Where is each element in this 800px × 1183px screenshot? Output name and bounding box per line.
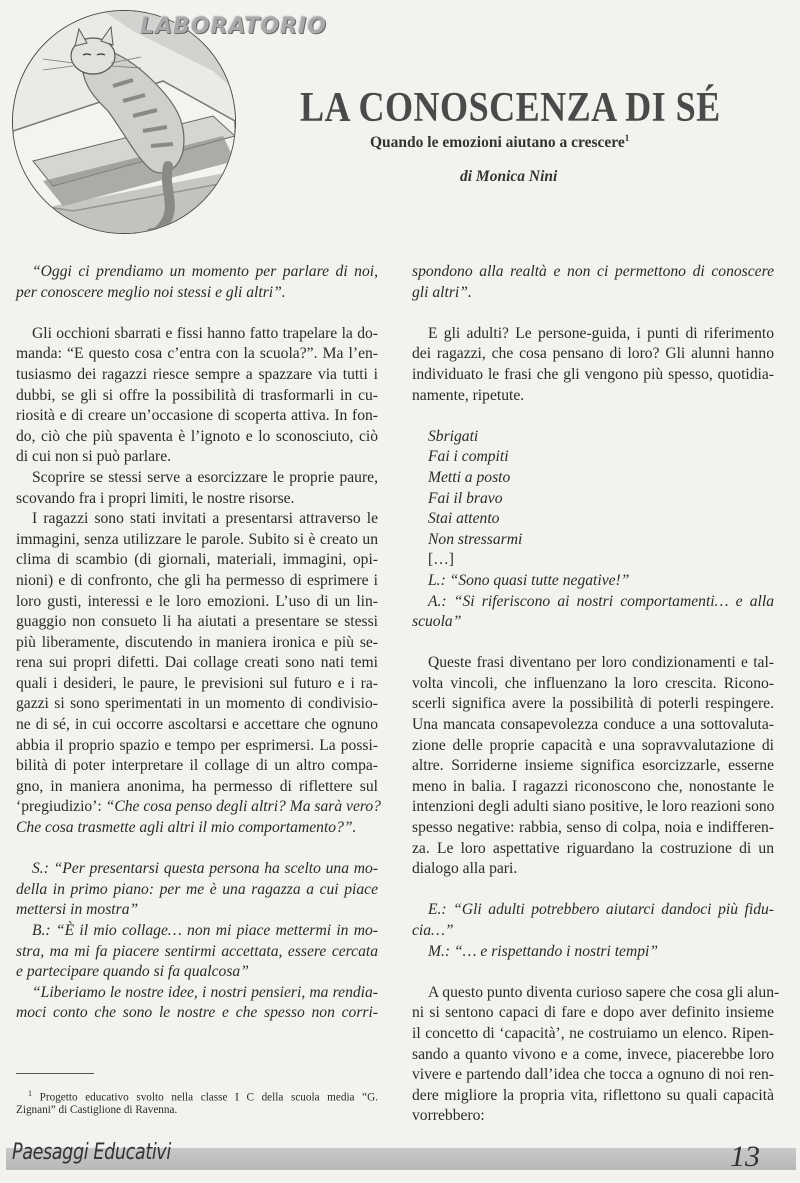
text-line: Gli occhioni sbarrati e fissi hanno fatto trapelare la do- — [32, 324, 378, 342]
phrase-item: Metti a posto — [428, 468, 511, 486]
text-line: vivere e partendo dall’idea che tocca a ognuno di noi ren- — [412, 1066, 774, 1084]
text-line: Che cosa trasmette agli altri il mio comportamento?”. — [16, 819, 357, 837]
text-line: sando a quanto vivono e a come, invece, piacerebbe loro — [412, 1045, 774, 1063]
text-run: ‘pregiudizio’: — [16, 798, 106, 816]
text-line: za. Le loro aspettative riguardano la costruzione di un — [412, 839, 774, 857]
text-line: vorrebbero: — [412, 1107, 485, 1125]
footnote-line: Zignani” di Castiglione di Ravenna. — [16, 1104, 178, 1116]
illustration-drawing — [13, 11, 235, 233]
phrase-item: Non stressarmi — [428, 530, 523, 548]
left-column — [16, 262, 381, 1024]
text-line: spesso negative: rabbia, senso di colpa, noia e indifferen- — [412, 819, 774, 837]
text-line: ne di sé, in cui occorre ascoltarsi e accettare che ognuno — [16, 716, 378, 734]
section-label: LABORATORIO — [140, 14, 327, 39]
text-line: Scoprire se stessi serve a esorcizzare le proprie paure, — [32, 468, 378, 486]
page-number: 13 — [730, 1140, 760, 1173]
text-line: Una mancata consapevolezza conduce a una sottovaluta- — [412, 716, 774, 734]
text-line — [16, 797, 381, 818]
text-line: M.: “… e rispettando i nostri tempi” — [428, 942, 659, 960]
text-line: gli altri”. — [412, 283, 472, 301]
text-line: dubbi, se gli si offre la possibilità di trasformarli in cu- — [16, 386, 378, 404]
text-line: manda: “E questo cosa c’entra con la scuola?”. Ma l’en- — [16, 345, 378, 363]
phrase-item: Stai attento — [428, 510, 500, 528]
author-byline: di Monica Nini — [460, 168, 558, 185]
text-line: volta vincoli, che influenzano la loro crescita. Ricono- — [412, 674, 774, 692]
text-line: A questo punto diventa curioso sapere che cosa gli alun- — [428, 983, 780, 1001]
text-line: B.: “È il mio collage… non mi piace mettermi in mo- — [32, 922, 378, 939]
text-line: stra, ma mi fa piacere sentirmi accettata, essere cercata — [16, 942, 378, 960]
text-line: zione delle proprie capacità e una sopravvalutazione di — [412, 736, 774, 754]
text-line: dere migliore la propria vita, riflettono su quali capacità — [412, 1086, 774, 1104]
text-run: “Che cosa penso degli altri? Ma sarà vero? — [105, 798, 381, 816]
text-line: scuola” — [412, 613, 462, 631]
text-line: gno, in maniera anonima, ha permesso di riflettere sul — [16, 777, 378, 795]
text-line: S.: “Per presentarsi questa persona ha scelto una mo- — [32, 860, 378, 878]
text-line: L.: “Sono quasi tutte negative!” — [428, 571, 630, 589]
text-line: meno in balia. I ragazzi riconoscono che, nonostante le — [412, 777, 774, 795]
phrase-item: Sbrigati — [428, 427, 479, 445]
text-line: cia…” — [412, 922, 454, 939]
text-line: mettersi in mostra” — [16, 901, 139, 919]
text-line: A.: “Si riferiscono ai nostri comportamenti… e alla — [428, 592, 774, 610]
text-line: nioni) e di confronto, che gli ha permesso di esprimere i — [16, 571, 378, 589]
text-line: il concetto di ‘capacità’, ne costruiamo un elenco. Ripen- — [412, 1024, 774, 1042]
text-line: bilità di poter interpretare il collage di un altro compa- — [16, 757, 378, 775]
footnote-ref[interactable]: 1 — [624, 133, 630, 143]
text-line: rena sui propri difetti. Dai collage creati sono nati temi — [16, 654, 378, 672]
article-subtitle — [370, 133, 629, 152]
right-column — [412, 262, 780, 1127]
text-line: guaggio non consueto li ha aiutati a presentare se stessi — [16, 613, 378, 631]
footnote-text: Progetto educativo svolto nella classe I C della scuola media “G. — [39, 1091, 379, 1104]
text-line: E.: “Gli adulti potrebbero aiutarci dandoci più fidu- — [428, 901, 774, 919]
phrase-item: Fai il bravo — [428, 489, 503, 507]
text-line: della in primo piano: per me è una ragazza a cui piace — [16, 880, 378, 898]
text-line: abbia il proprio spazio e tempo per esprimersi. La possi- — [16, 736, 378, 754]
text-line: ni si sentono capaci di fare e dopo aver definito insieme — [412, 1004, 774, 1022]
text-line: Queste frasi diventano per loro condizionamenti e tal- — [428, 654, 774, 672]
text-line: scovando fra i propri limiti, le nostre risorse. — [16, 489, 295, 507]
phrases-list — [412, 427, 774, 571]
footnote-divider — [16, 1073, 94, 1074]
footnote-number: 1 — [28, 1089, 32, 1098]
subtitle-text: Quando le emozioni aiutano a crescere — [370, 134, 625, 152]
text-line: dialogo alla pari. — [412, 860, 518, 878]
text-line: più liberamente, discutendo in maniera ironica e più se- — [16, 633, 378, 651]
text-line: e partecipare quando si fa qualcosa” — [16, 963, 249, 981]
text-line: immagini, senza utilizzare le parole. Subito si è creato un — [16, 530, 378, 548]
text-line: individuato le frasi che gli vengono più spesso, quotidia- — [412, 365, 774, 383]
text-line: gazzi si sono sperimentati in un momento di condivisio- — [16, 695, 378, 713]
text-line: loro gusti, interessi e le loro emozioni. L’uso di un lin- — [16, 592, 378, 610]
footnote — [16, 1086, 378, 1118]
footnote-line — [16, 1086, 378, 1102]
text-line: “Oggi ci prendiamo un momento per parlare di noi, — [32, 263, 378, 280]
text-line: di cui non si può parlare. — [16, 448, 172, 466]
phrase-item: Fai i compiti — [428, 448, 509, 466]
article-title: LA CONOSCENZA DI SÉ — [300, 85, 721, 131]
text-line: do, ciò che più spaventa è l’ignoto e lo sconosciuto, ciò — [16, 427, 378, 445]
text-line: scerli significa avere la possibilità di poterli respingere. — [412, 695, 774, 713]
text-line: intenzioni degli adulti siano positive, le loro reazioni sono — [412, 798, 775, 816]
text-line: quali i desideri, le paure, le previsioni sul futuro e i ra- — [16, 674, 378, 692]
text-line: spondono alla realtà e non ci permettono di conoscere — [412, 263, 774, 280]
text-line: riosità e di creare un’occasione di scoperta attiva. In fon- — [16, 407, 378, 425]
text-line: per conoscere meglio noi stessi e gli altri”. — [16, 283, 286, 301]
cat-on-book-illustration — [12, 10, 236, 234]
text-line: dei ragazzi, che cosa pensano di loro? Gli alunni hanno — [412, 345, 774, 363]
text-line: altre. Sorriderne insieme significa esorcizzarle, esserne — [412, 757, 774, 775]
text-line: I ragazzi sono stati invitati a presentarsi attraverso le — [32, 510, 378, 528]
text-line: clima di scambio (di giornali, materiali, immagini, opi- — [16, 551, 378, 569]
magazine-name: Paesaggi Educativi — [12, 1140, 171, 1165]
text-line: tusiasmo dei ragazzi riesce sempre a spazzare via tutti i — [16, 365, 378, 383]
text-line: E gli adulti? Le persone-guida, i punti di riferimento — [428, 324, 774, 342]
text-line: namente, ripetute. — [412, 386, 525, 404]
phrase-item: […] — [428, 551, 454, 569]
text-line: moci conto che sono le nostre e che spesso non corri- — [16, 1004, 378, 1022]
text-line: “Liberiamo le nostre idee, i nostri pensieri, ma rendia- — [32, 983, 378, 1001]
